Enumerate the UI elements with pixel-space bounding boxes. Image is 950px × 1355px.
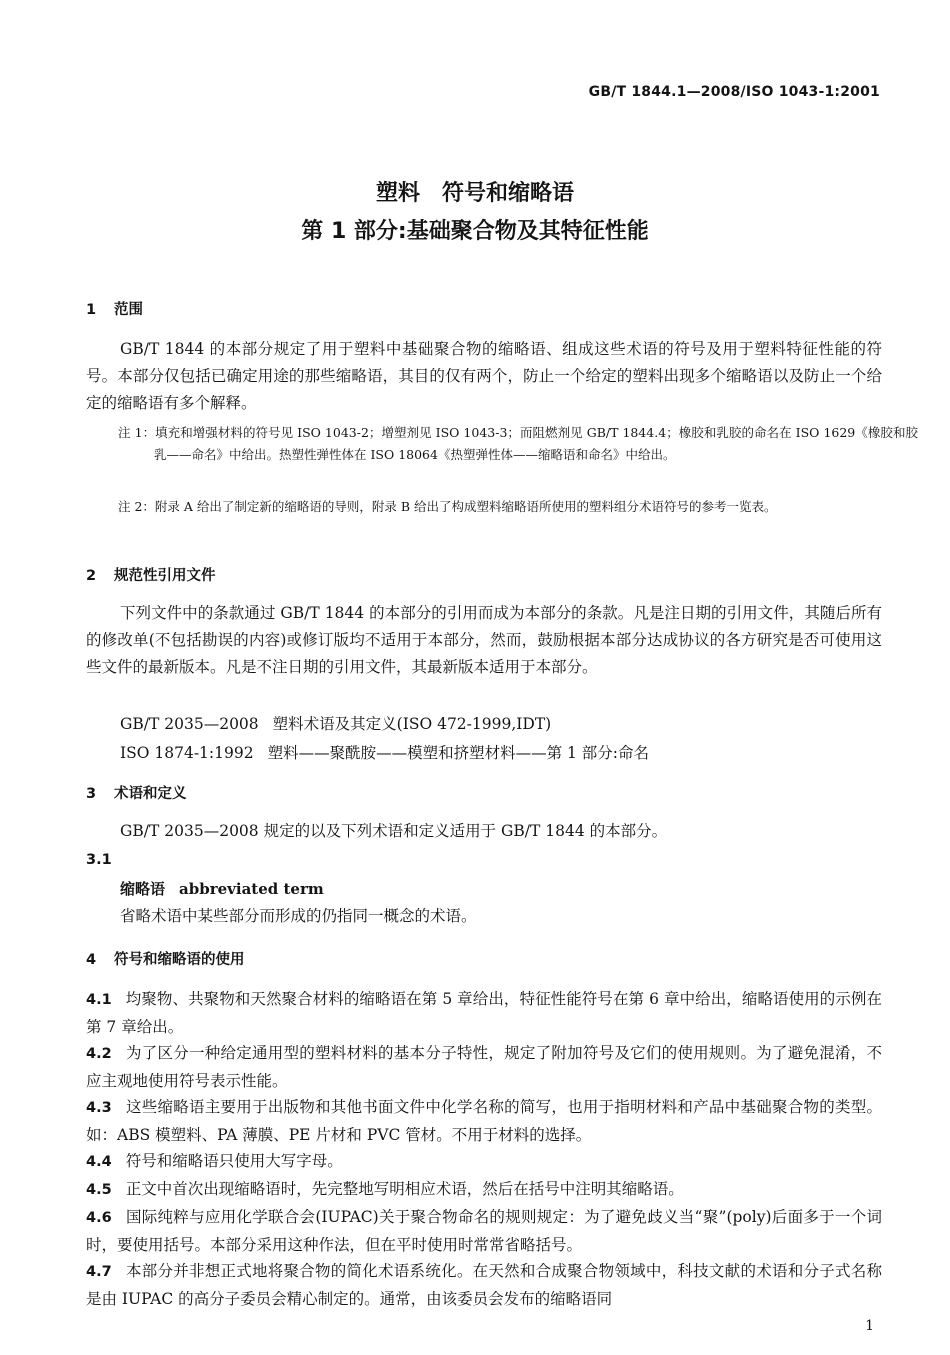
reference-code: ISO 1874-1:1992 (120, 744, 254, 762)
clause-4-3 (86, 1094, 882, 1149)
clause-number: 4.6 (86, 1210, 112, 1226)
section-number: 4 (86, 952, 97, 968)
clause-number: 4.4 (86, 1154, 112, 1170)
reference-item (120, 741, 649, 763)
term-english: abbreviated term (179, 880, 324, 898)
clause-4-4 (86, 1148, 882, 1176)
note-2: 注 2：附录 A 给出了制定新的缩略语的导则，附录 B 给出了构成塑料缩略语所使用的塑料组分术语符号的参考一览表。 (118, 499, 777, 514)
section-3-paragraph: GB/T 2035—2008 规定的以及下列术语和定义适用于 GB/T 1844 的本部分。 (120, 822, 668, 840)
clause-text: 这些缩略语主要用于出版物和其他书面文件中化学名称的简写，也用于指明材料和产品中基础聚合物的类型。如：ABS 模塑料、PA 薄膜、PE 片材和 PVC 管材。不用于材料的选择。 (86, 1098, 882, 1144)
section-3-heading (86, 782, 187, 803)
section-1-paragraph: GB/T 1844 的本部分规定了用于塑料中基础聚合物的缩略语、组成这些术语的符号及用于塑料特征性能的符号。本部分仅包括已确定用途的那些缩略语，其目的仅有两个，防止一个给定的塑料出现多个缩略语以及防止一个给定的缩略语有多个解释。 (86, 340, 882, 412)
clause-4-2 (86, 1040, 882, 1095)
reference-item (120, 712, 551, 734)
reference-title: 塑料术语及其定义(ISO 472-1999,IDT) (272, 715, 552, 733)
section-1-heading (86, 298, 143, 319)
reference-code: GB/T 2035—2008 (120, 715, 259, 733)
note-1: 注 1：填充和增强材料的符号见 ISO 1043-2；增塑剂见 ISO 1043-3；而阻燃剂见 GB/T 1844.4；橡胶和乳胶的命名在 ISO 1629《橡胶和胶乳——命名》中给出。热塑性弹性体在 ISO 18064《热塑弹性体——缩略语和命名》中给出。 (118, 425, 918, 462)
clause-4-5 (86, 1176, 882, 1204)
title-line-1: 塑料 符号和缩略语 (375, 181, 574, 206)
section-title: 术语和定义 (114, 786, 187, 802)
clause-4-1 (86, 986, 882, 1041)
section-2-paragraph: 下列文件中的条款通过 GB/T 1844 的本部分的引用而成为本部分的条款。凡是注日期的引用文件，其随后所有的修改单(不包括勘误的内容)或修订版均不适用于本部分，然而，鼓励根据本部分达成协议的各方研究是否可使用这些文件的最新版本。凡是不注日期的引用文件，其最新版本适用于本部分。 (86, 604, 882, 676)
clause-4-6 (86, 1204, 882, 1259)
section-title: 范围 (114, 302, 143, 318)
page-number: 1 (865, 1318, 874, 1334)
reference-title: 塑料——聚酰胺——模塑和挤塑材料——第 1 部分:命名 (267, 744, 650, 762)
clause-4-7 (86, 1258, 882, 1313)
clause-text: 符号和缩略语只使用大写字母。 (125, 1152, 343, 1170)
clause-text: 均聚物、共聚物和天然聚合材料的缩略语在第 5 章给出，特征性能符号在第 6 章中给出，缩略语使用的示例在第 7 章给出。 (86, 990, 882, 1036)
section-4-heading (86, 948, 245, 969)
clause-number: 4.3 (86, 1100, 112, 1116)
clause-number: 4.5 (86, 1182, 112, 1198)
term-definition: 省略术语中某些部分而形成的仍指同一概念的术语。 (120, 907, 477, 925)
section-number: 2 (86, 568, 97, 584)
title-line-2: 第 1 部分:基础聚合物及其特征性能 (301, 219, 649, 244)
section-title: 符号和缩略语的使用 (114, 952, 245, 968)
section-number: 3 (86, 786, 97, 802)
section-number: 1 (86, 302, 97, 318)
term-chinese: 缩略语 (120, 880, 166, 898)
term-entry (120, 878, 324, 899)
section-2-heading (86, 564, 216, 585)
clause-text: 本部分并非想正式地将聚合物的简化术语系统化。在天然和合成聚合物领域中，科技文献的术语和分子式名称是由 IUPAC 的高分子委员会精心制定的。通常，由该委员会发布的缩略语同 (86, 1262, 882, 1308)
section-title: 规范性引用文件 (114, 568, 216, 584)
clause-text: 为了区分一种给定通用型的塑料材料的基本分子特性，规定了附加符号及它们的使用规则。为了避免混淆，不应主观地使用符号表示性能。 (86, 1044, 882, 1090)
clause-text: 国际纯粹与应用化学联合会(IUPAC)关于聚合物命名的规则规定：为了避免歧义当“聚”(poly)后面多于一个词时，要使用括号。本部分采用这种作法，但在平时使用时常常省略括号。 (86, 1208, 882, 1254)
subclause-number: 3.1 (86, 852, 112, 868)
clause-number: 4.1 (86, 992, 112, 1008)
clause-text: 正文中首次出现缩略语时，先完整地写明相应术语，然后在括号中注明其缩略语。 (125, 1180, 684, 1198)
clause-number: 4.2 (86, 1046, 112, 1062)
clause-number: 4.7 (86, 1264, 112, 1280)
standard-code: GB/T 1844.1—2008/ISO 1043-1:2001 (588, 84, 880, 100)
